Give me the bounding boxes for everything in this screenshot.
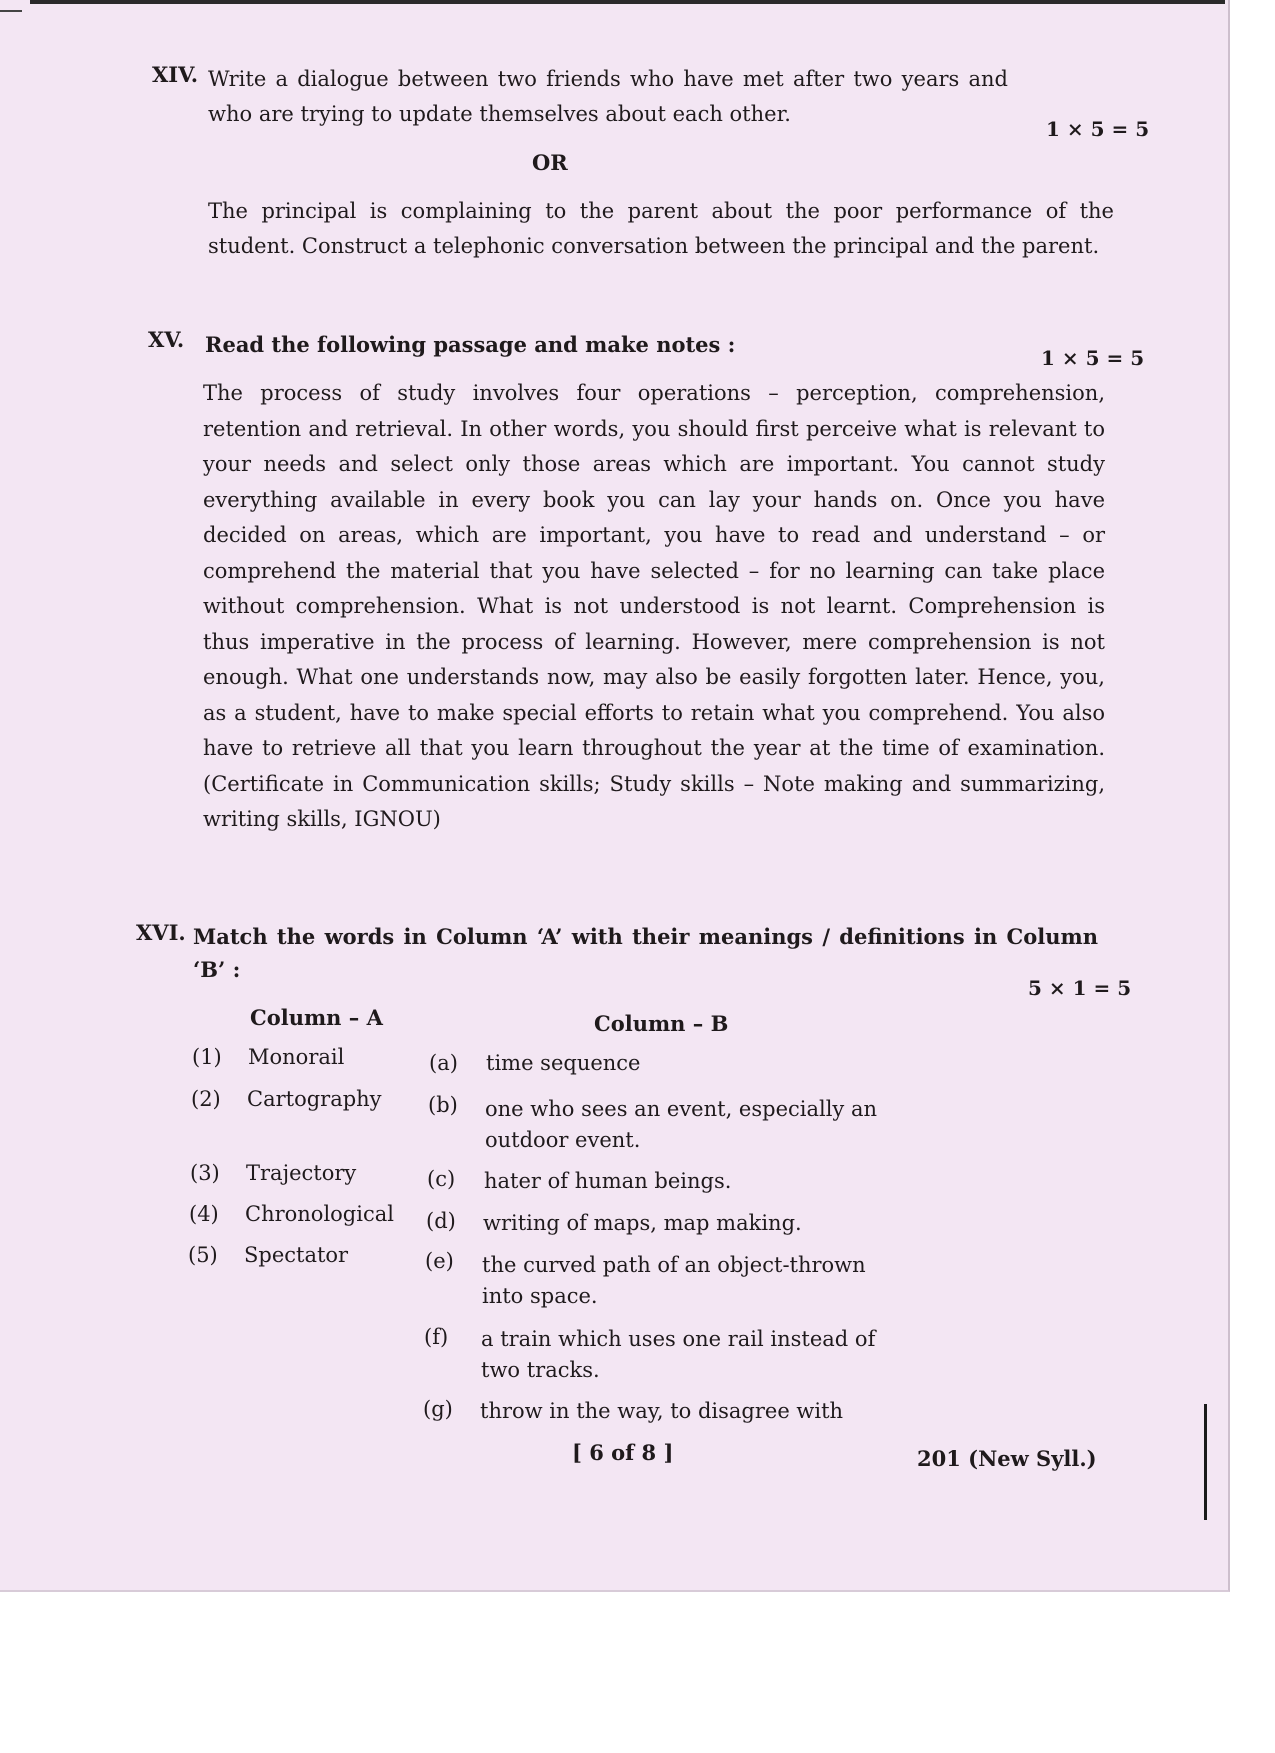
column-b-title: Column – B: [594, 1011, 729, 1036]
column-b-meaning-b: one who sees an event, especially an outdoor event.: [485, 1097, 878, 1152]
question-16-heading-text: Match the words in Column ‘A’ with their meanings / definitions in Column ‘B’ :: [193, 924, 1098, 982]
top-border-line: [30, 0, 1225, 4]
column-b-letter-f: (f): [424, 1325, 449, 1349]
question-14-text: Write a dialogue between two friends who have met after two years and who are trying to update themselves about each other.: [208, 67, 1008, 126]
column-b-meaning-f: a train which uses one rail instead of two tracks.: [481, 1327, 876, 1382]
column-b-meaning-a: time sequence: [486, 1051, 641, 1075]
question-15-marks: 1 × 5 = 5: [1041, 346, 1145, 370]
page-number: [ 6 of 8 ]: [572, 1440, 674, 1465]
corner-mark: [0, 0, 22, 12]
question-15-passage: [203, 376, 1105, 838]
column-b-meaning-e: the curved path of an object-thrown into space.: [482, 1253, 866, 1308]
column-b-letter-c: (c): [427, 1167, 456, 1191]
column-b-letter-b: (b): [428, 1093, 458, 1117]
paper-code: 201 (New Syll.): [917, 1446, 1097, 1471]
question-14-alternative: [208, 194, 1114, 264]
column-a-title: Column – A: [250, 1005, 383, 1030]
column-b-letter-a: (a): [429, 1051, 458, 1075]
question-14-alt-text: The principal is complaining to the parent about the poor performance of the student. Construct a telephonic conversation between the principal and the parent.: [208, 199, 1114, 258]
question-16-heading: [193, 920, 1098, 986]
column-b-meaning-g: throw in the way, to disagree with: [480, 1399, 844, 1423]
question-14-marks: 1 × 5 = 5: [1046, 117, 1150, 141]
column-a-word-2: Cartography: [247, 1087, 382, 1111]
or-label: OR: [532, 150, 568, 175]
right-margin-bar: [1204, 1404, 1207, 1520]
column-b-letter-d: (d): [426, 1209, 456, 1233]
question-16-marks: 5 × 1 = 5: [1028, 976, 1132, 1000]
question-16-number: XVI.: [136, 920, 186, 945]
question-15-heading: [205, 327, 965, 362]
column-a-word-4: Chronological: [245, 1202, 394, 1226]
column-a-num-2: (2): [191, 1087, 221, 1111]
column-a-num-4: (4): [189, 1202, 219, 1226]
question-15-heading-text: Read the following passage and make notes :: [205, 332, 736, 357]
question-14: [208, 62, 1118, 132]
column-a-num-5: (5): [188, 1243, 218, 1267]
column-a-num-1: (1): [192, 1045, 222, 1069]
question-15-number: XV.: [148, 327, 185, 352]
column-b-meaning-c: hater of human beings.: [484, 1169, 732, 1193]
column-b-meaning-d: writing of maps, map making.: [483, 1211, 802, 1235]
column-a-word-5: Spectator: [244, 1243, 349, 1267]
column-b-letter-e: (e): [425, 1249, 454, 1273]
column-a-num-3: (3): [190, 1161, 220, 1185]
column-a-word-3: Trajectory: [246, 1161, 357, 1185]
column-b-letter-g: (g): [423, 1397, 453, 1421]
column-a-word-1: Monorail: [248, 1045, 345, 1069]
passage-text: The process of study involves four operations – perception, comprehension, retention and retrieval. In other words, you should first perceive what is relevant to your needs and select only those areas which are important. You cannot study everything available in every book you can lay your hands on. Once you have decided on areas, which are important, you have to read and understand – or comprehend the material that you have selected – for no learning can take place without comprehension. What is not understood is not learnt. Comprehension is thus imperative in the process of learning. However, mere comprehension is not enough. What one understands now, may also be easily forgotten later. Hence, you, as a student, have to make special efforts to retain what you comprehend. You also have to retrieve all that you learn throughout the year at the time of examination. (Certificate in Communication skills; Study skills – Note making and summarizing, writing skills, IGNOU): [203, 381, 1105, 831]
question-14-number: XIV.: [152, 62, 199, 87]
